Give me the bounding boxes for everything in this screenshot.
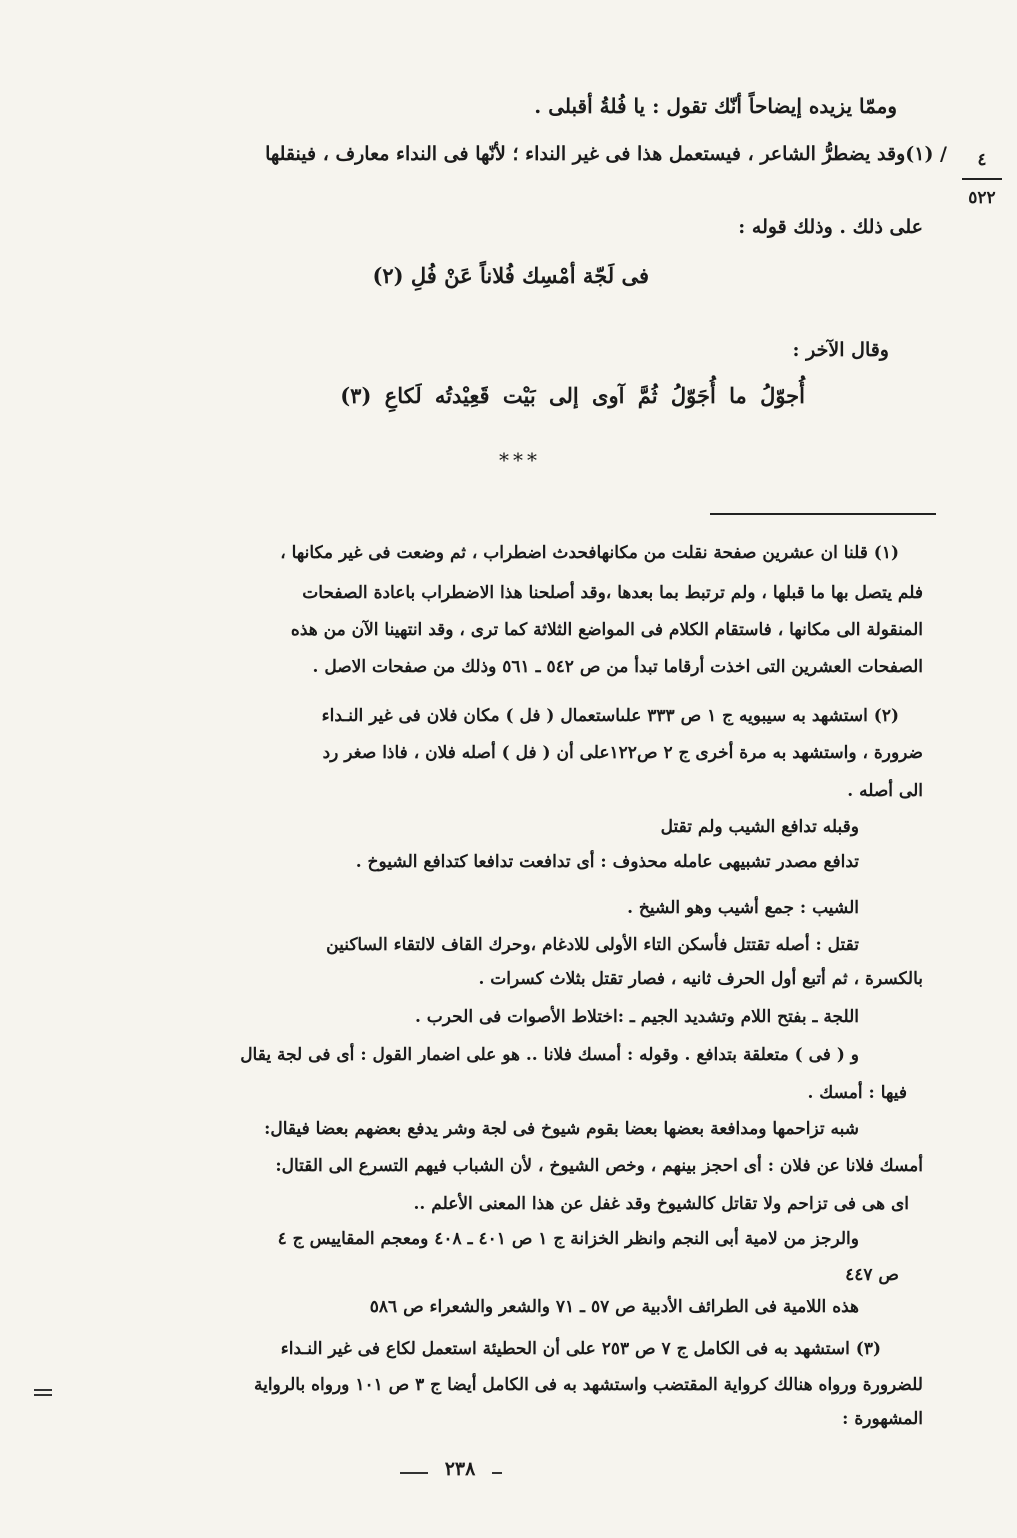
footnote-line: (١) قلنا ان عشرين صفحة نقلت من مكانهافحدث اضطراب ، ثم وضعت فى غير مكانها ، xyxy=(280,543,899,563)
section-separator-stars: *** xyxy=(499,448,541,472)
footnote-line: المنقولة الى مكانها ، فاستقام الكلام فى المواضع الثلاثة كما ترى ، وقد انتهينا الآن من هذه xyxy=(290,620,923,640)
footnote-line: فلم يتصل بها ما قبلها ، ولم ترتبط بما بعدها ،وقد أصلحنا هذا الاضطراب باعادة الصفحات xyxy=(302,583,923,603)
footnote-line: الصفحات العشرين التى اخذت أرقاما تبدأ من ص ٥٤٢ ـ ٥٦١ وذلك من صفحات الاصل . xyxy=(312,657,923,677)
margin-mark xyxy=(34,1389,52,1391)
margin-page-ref-bottom: ٥٢٢ xyxy=(968,188,996,208)
footnote-line: اى هى فى تزاحم ولا تقاتل كالشيوخ وقد غفل عن هذا المعنى الأعلم .. xyxy=(413,1194,909,1214)
footnote-line: وقبله تدافع الشيب ولم تقتل xyxy=(660,817,859,837)
main-text-line-2: / (١)وقد يضطرُّ الشاعر ، فيستعمل هذا فى غير النداء ؛ لأنّها فى النداء معارف ، فينقلها xyxy=(265,143,947,165)
footnote-line: المشهورة : xyxy=(842,1409,923,1429)
verse-line-2: أُجوّلُ ما أُجَوّلُ ثُمَّ آوى إلى بَيْت قَعِيْدتُه لَكاعِ (٣) xyxy=(340,383,805,408)
page-number: ٢٣٨ xyxy=(444,1458,476,1480)
footnote-line: للضرورة ورواه هنالك كرواية المقتضب واستشهد به فى الكامل أيضا ج ٣ ص ١٠١ ورواه بالرواية xyxy=(253,1375,923,1395)
margin-mark xyxy=(34,1394,52,1396)
footnote-line: (٢) استشهد به سيبويه ج ١ ص ٣٣٣ علىاستعمال ( فل ) مكان فلان فى غير النـداء xyxy=(321,706,899,726)
footnote-separator xyxy=(710,513,936,515)
footnote-line: (٣) استشهد به فى الكامل ج ٧ ص ٢٥٣ على أن الحطيئة استعمل لكاع فى غير النـداء xyxy=(280,1339,881,1359)
main-text-line-3: على ذلك . وذلك قوله : xyxy=(738,216,923,238)
footnote-line: والرجز من لامية أبى النجم وانظر الخزانة ج ١ ص ٤٠١ ـ ٤٠٨ ومعجم المقاييس ج ٤ xyxy=(277,1229,859,1249)
margin-page-ref-top: ٤ xyxy=(977,150,987,170)
page-number-dash-left xyxy=(400,1472,428,1474)
page-number-dash-right xyxy=(492,1472,502,1474)
footnote-line: الشيب : جمع أشيب وهو الشيخ . xyxy=(627,898,859,918)
footnote-line: الى أصله . xyxy=(847,781,923,801)
footnote-line: فيها : أمسك . xyxy=(807,1083,907,1103)
footnote-line: هذه اللامية فى الطرائف الأدبية ص ٥٧ ـ ٧١ والشعر والشعراء ص ٥٨٦ xyxy=(369,1297,859,1317)
footnote-line: و ( فى ) متعلقة بتدافع . وقوله : أمسك فلانا .. هو على اضمار القول : أى فى لجة يقال xyxy=(240,1045,859,1065)
footnote-line: اللجة ـ بفتح اللام وتشديد الجيم ـ :اختلاط الأصوات فى الحرب . xyxy=(414,1007,859,1027)
footnote-line: تقتل : أصله تقتتل فأسكن التاء الأولى للادغام ،وحرك القاف لالتقاء الساكنين xyxy=(326,935,859,955)
margin-rule xyxy=(962,178,1002,180)
footnote-line: بالكسرة ، ثم أتبع أول الحرف ثانيه ، فصار تقتل بثلاث كسرات . xyxy=(478,969,923,989)
footnote-line: شبه تزاحمها ومدافعة بعضها بعضا بقوم شيوخ فى لجة وشر يدفع بعضهم بعضا فيقال: xyxy=(264,1119,859,1139)
footnote-line: أمسك فلانا عن فلان : أى احجز بينهم ، وخص الشيوخ ، لأن الشباب فيهم التسرع الى القتال: xyxy=(275,1156,923,1176)
footnote-line: ص ٤٤٧ xyxy=(845,1265,899,1285)
verse-intro: وقال الآخر : xyxy=(792,339,889,361)
footnote-line: تدافع مصدر تشبيهى عامله محذوف : أى تدافعت تدافعا كتدافع الشيوخ . xyxy=(355,852,859,872)
verse-line-1: فى لَجّة أمْسِك فُلاناً عَنْ فُلِ (٢) xyxy=(372,263,649,288)
main-text-line-1: وممّا يزيده إيضاحاً أنّك تقول : يا فُلةُ أقبلى . xyxy=(534,94,897,118)
footnote-line: ضرورة ، واستشهد به مرة أخرى ج ٢ ص١٢٢على أن ( فل ) أصله فلان ، فاذا صغر رد xyxy=(322,743,923,763)
